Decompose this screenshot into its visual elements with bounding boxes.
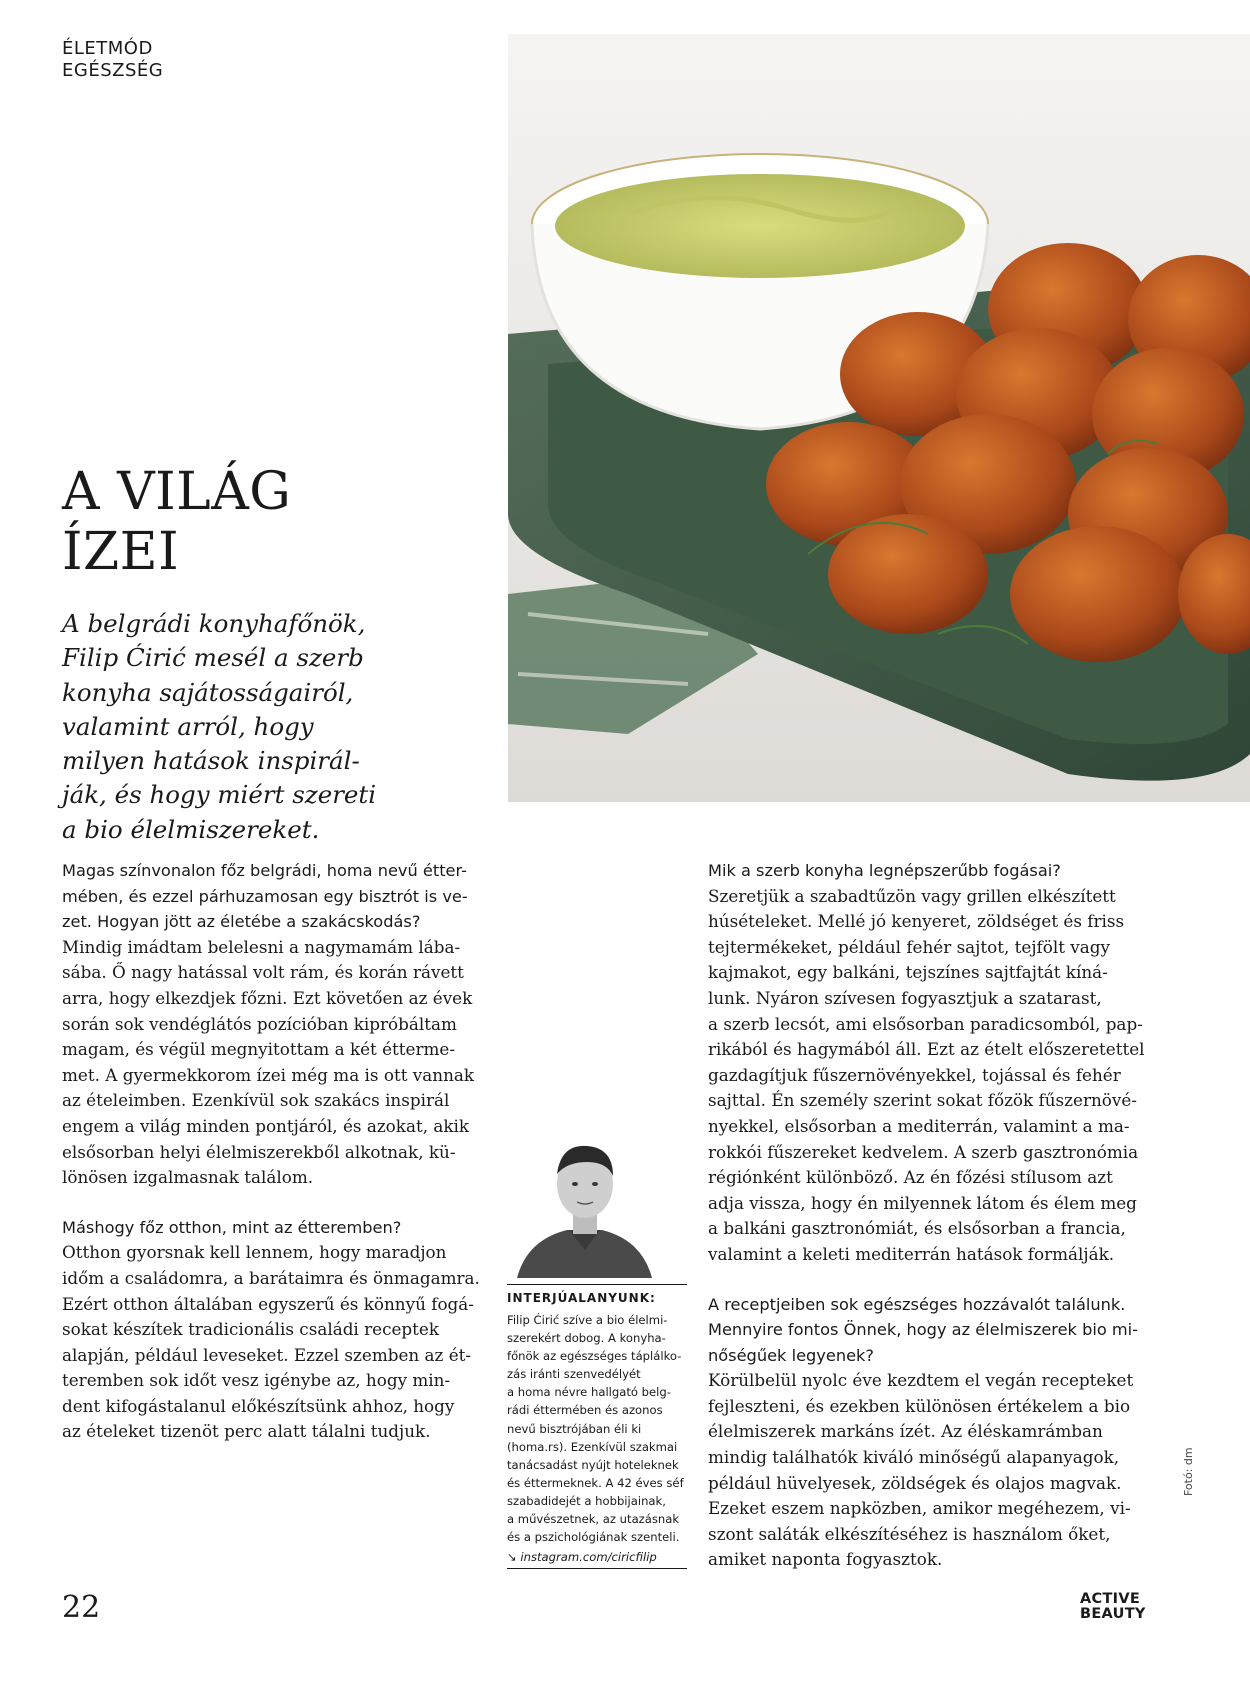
bio-line: nevű bisztrójában éli ki	[507, 1421, 642, 1436]
left-column	[62, 858, 517, 1445]
bio-line: zás iránti szenvedélyét	[507, 1367, 641, 1382]
answer-line: gazdagítjuk fűszernövényekkel, tojással és fehér	[708, 1064, 1121, 1085]
bio-line: Filip Ćirić szíve a bio élelmi-	[507, 1313, 668, 1327]
title-line: A VILÁG	[62, 462, 292, 522]
answer-line: magam, és végül megnyitottam a két étterme-	[62, 1039, 456, 1060]
interviewee-bio	[507, 1311, 687, 1546]
lead-line: Filip Ćirić mesél a szerb	[62, 643, 364, 673]
lead-line: a bio élelmiszereket.	[62, 814, 320, 844]
answer-line: engem a világ minden pontjáról, és azokat, akik	[62, 1115, 470, 1136]
photo-credit: Fotó: dm	[1182, 1447, 1195, 1496]
answer-line: elsősorban helyi élelmiszerekből alkotnak, kü-	[62, 1141, 456, 1162]
food-illustration	[508, 34, 1250, 802]
question-line: zet. Hogyan jött az életébe a szakácskodás?	[62, 912, 421, 932]
question-line: Máshogy főz otthon, mint az étteremben?	[62, 1217, 402, 1237]
lead-line: A belgrádi konyhafőnök,	[62, 609, 366, 638]
question-line: mében, és ezzel párhuzamosan egy bisztrót is ve-	[62, 886, 468, 906]
question-line: Mik a szerb konyha legnépszerűbb fogásai?	[708, 861, 1061, 880]
lead-line: ják, és hogy miért szereti	[62, 780, 377, 810]
answer-line: az ételeimben. Ezenkívül sok szakács inspirál	[62, 1090, 450, 1111]
question-line: Magas színvonalon főz belgrádi, homa nevű étter-	[62, 861, 467, 880]
question-line: A receptjeiben sok egészséges hozzávalót találunk.	[708, 1294, 1126, 1314]
bio-line: főnök az egészséges táplálko-	[507, 1349, 682, 1364]
page-number: 22	[62, 1590, 101, 1625]
answer-line: lönösen izgalmasnak találom.	[62, 1167, 314, 1188]
answer-line: sába. Ő nagy hatással volt rám, és korán rávett	[62, 962, 464, 983]
bio-line: tanácsadást nyújt hoteleknek	[507, 1457, 679, 1472]
bio-line: szabadidejét a hobbijainak,	[507, 1493, 666, 1508]
brand-logo	[1080, 1592, 1146, 1622]
answer-line: során sok vendéglátós pozícióban kipróbáltam	[62, 1013, 457, 1034]
interviewee-box	[507, 1284, 687, 1569]
answer-line: Ezért otthon általában egyszerű és könnyű fogá-	[62, 1293, 474, 1314]
bio-line: szerekért dobog. A konyha-	[507, 1331, 666, 1346]
answer-line: alapján, például leveseket. Ezzel szemben az ét-	[62, 1344, 472, 1365]
bio-line: rádi éttermében és azonos	[507, 1403, 663, 1418]
answer-line: valamint a keleti mediterrán hatások formálják.	[708, 1243, 1115, 1264]
brand-line1: ACTIVE	[1080, 1591, 1141, 1607]
lead-line: konyha sajátosságairól,	[62, 677, 354, 707]
answer-line: például hüvelyesek, zöldségek és olajos magvak.	[708, 1472, 1122, 1493]
answer-line: Ezeket eszem napközben, amikor megéhezem, vi-	[708, 1498, 1131, 1519]
answer-line: az ételeket tizenöt perc alatt tálalni tudjuk.	[62, 1421, 431, 1442]
lead-line: milyen hatások inspirál-	[62, 746, 360, 776]
answer-line: szont saláták elkészítéséhez is használom őket,	[708, 1523, 1111, 1544]
bio-line: és a pszichológiának szenteli.	[507, 1530, 680, 1545]
answer-line: kajmakot, egy balkáni, tejszínes sajtfajtát kíná-	[708, 962, 1108, 983]
section-label-line1: ÉLETMÓD	[62, 38, 153, 59]
answer-line: Szeretjük a szabadtűzön vagy grillen elkészített	[708, 885, 1116, 906]
answer-line: rikából és hagymából áll. Ezt az ételt előszeretettel	[708, 1039, 1145, 1060]
hero-food-photo	[508, 34, 1250, 802]
answer-line: élelmiszerek markáns ízét. Az éléskamrámban	[708, 1421, 1103, 1442]
bio-line: a homa névre hallgató belg-	[507, 1385, 671, 1400]
answer-line: időm a családomra, a barátaimra és önmagamra.	[62, 1267, 480, 1288]
answer-line: nyekkel, elsősorban a mediterrán, valamint a ma-	[708, 1115, 1130, 1136]
bio-line: a művészetnek, az utazásnak	[507, 1512, 680, 1527]
answer-line: húsételeket. Mellé jó kenyeret, zöldséget és friss	[708, 911, 1125, 932]
interviewee-heading: INTERJÚALANYUNK:	[507, 1284, 687, 1307]
bio-line: (homa.rs). Ezenkívül szakmai	[507, 1439, 678, 1454]
answer-line: rokkói fűszereket kedvelem. A szerb gasztronómia	[708, 1141, 1139, 1162]
answer-line: a szerb lecsót, ami elsősorban paradicsomból, pap-	[708, 1013, 1143, 1034]
interviewee-portrait	[507, 1122, 662, 1278]
article-lead	[62, 607, 502, 847]
answer-line: Körülbelül nyolc éve kezdtem el vegán recepteket	[708, 1370, 1134, 1391]
bio-line: és éttermeknek. A 42 éves séf	[507, 1475, 684, 1490]
answer-line: sajttal. Én személy szerint sokat főzök fűszernövé-	[708, 1090, 1137, 1111]
article-title	[62, 462, 462, 582]
question-line: Mennyire fontos Önnek, hogy az élelmiszerek bio mi-	[708, 1320, 1139, 1340]
section-label	[62, 38, 163, 82]
section-label-line2: EGÉSZSÉG	[62, 60, 164, 81]
answer-line: met. A gyermekkorom ízei még ma is ott vannak	[62, 1064, 475, 1085]
answer-line: dent kifogástalanul előkészítsünk ahhoz, hogy	[62, 1395, 455, 1416]
answer-line: tejtermékeket, például fehér sajtot, tejfölt vagy	[708, 936, 1110, 957]
answer-line: lunk. Nyáron szívesen fogyasztjuk a szatarast,	[708, 987, 1102, 1008]
answer-line: sokat készítek tradicionális családi receptek	[62, 1319, 440, 1340]
answer-line: Mindig imádtam belelesni a nagymamám lába-	[62, 936, 461, 957]
answer-line: fejleszteni, és ezekben különösen értékelem a bio	[708, 1395, 1131, 1416]
answer-line: a balkáni gasztronómiát, és elsősorban a francia,	[708, 1218, 1126, 1239]
answer-line: mindig találhatók kiváló minőségű alapanyagok,	[708, 1447, 1120, 1468]
portrait-illustration	[507, 1122, 662, 1278]
title-line: ÍZEI	[62, 522, 180, 582]
answer-line: amiket naponta fogyasztok.	[708, 1549, 943, 1570]
right-column	[708, 858, 1180, 1573]
question-line: nőségűek legyenek?	[708, 1345, 875, 1365]
brand-line2: BEAUTY	[1080, 1606, 1146, 1622]
answer-line: Otthon gyorsnak kell lennem, hogy maradjon	[62, 1242, 447, 1263]
lead-line: valamint arról, hogy	[62, 711, 314, 741]
answer-line: adja vissza, hogy én milyennek látom és élem meg	[708, 1192, 1137, 1213]
answer-line: arra, hogy elkezdjek főzni. Ezt követően az évek	[62, 987, 473, 1008]
answer-line: teremben sok időt vesz igénybe az, hogy min-	[62, 1370, 451, 1391]
answer-line: régiónként különböző. Az én főzési stílusom azt	[708, 1167, 1113, 1188]
instagram-link[interactable]: ↘ instagram.com/ciricfilip	[507, 1548, 687, 1569]
